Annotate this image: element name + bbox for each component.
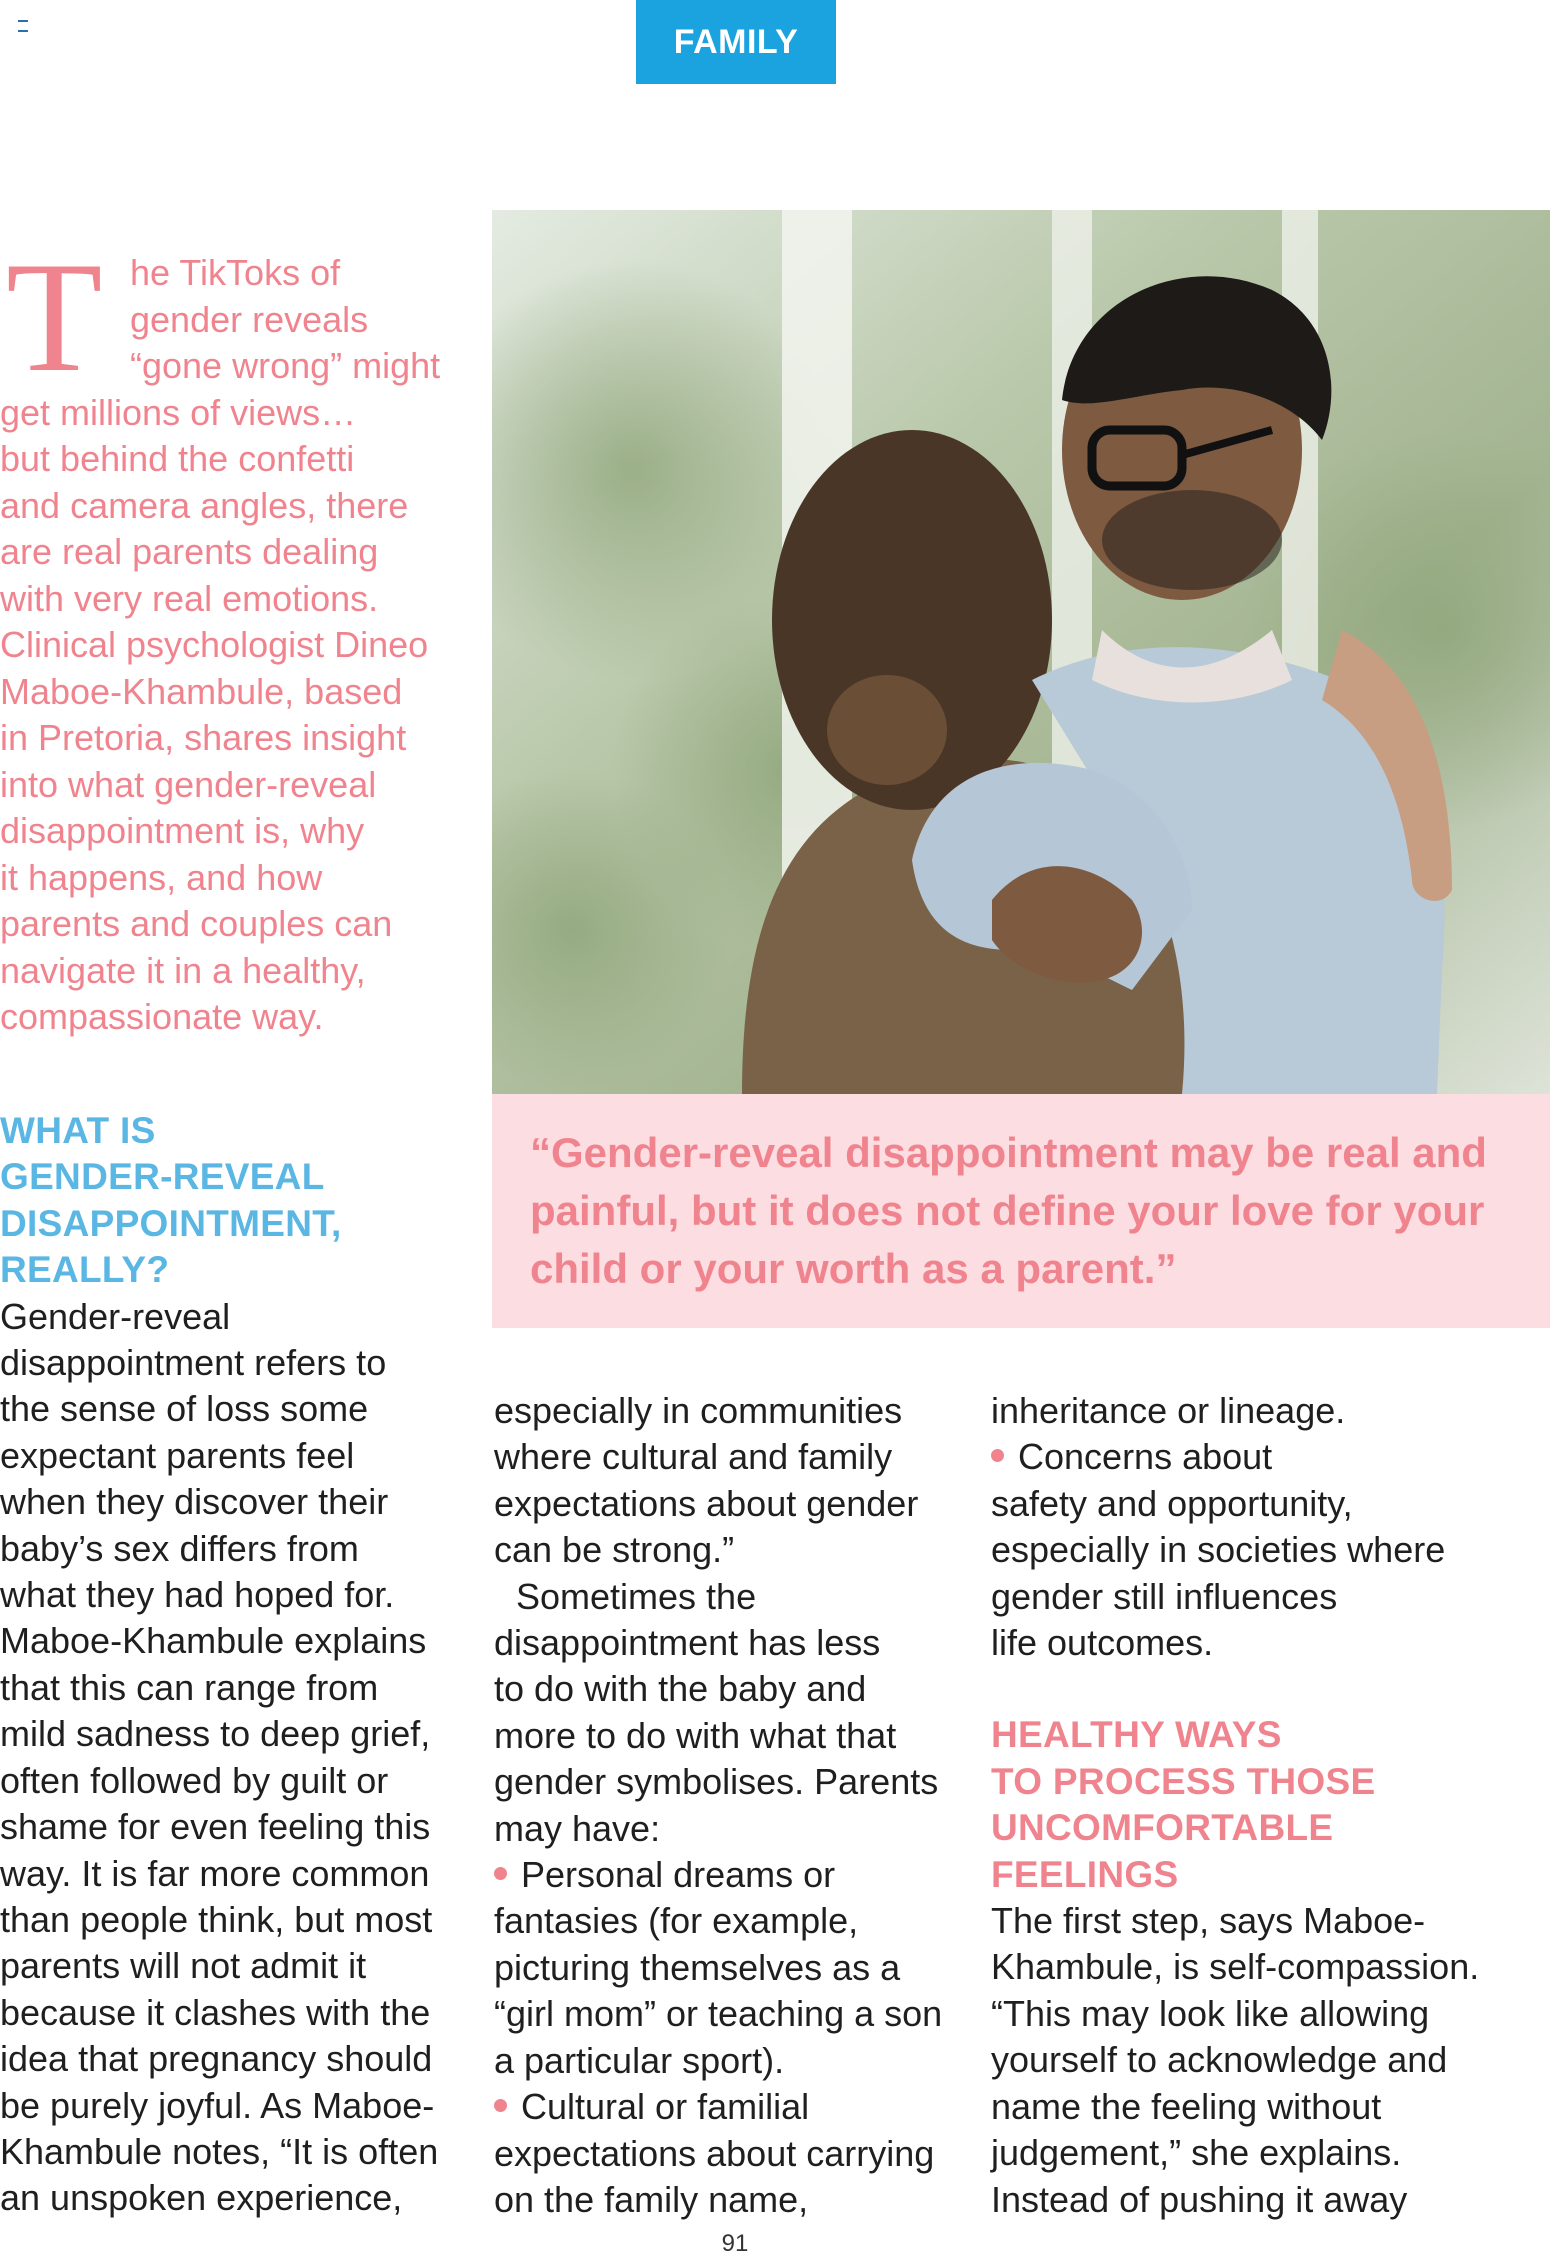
line-text: REALLY? xyxy=(0,1249,170,1291)
text-line xyxy=(0,669,450,716)
line-text: can be strong.” xyxy=(494,1529,735,1571)
line-text: when they discover their xyxy=(0,1481,389,1523)
line-text: it happens, and how xyxy=(0,856,323,898)
line-text: WHAT IS xyxy=(0,1110,156,1151)
text-line xyxy=(530,1240,1510,1298)
line-text: get millions of views… xyxy=(0,391,357,433)
line-text: compassionate way. xyxy=(0,996,324,1037)
text-line xyxy=(991,1759,1511,1805)
text-line xyxy=(494,2038,964,2084)
text-line xyxy=(991,1898,1511,1944)
line-text: especially in communities xyxy=(494,1390,903,1431)
line-text: expectations about carrying xyxy=(494,2132,935,2174)
text-line xyxy=(0,1201,460,1247)
text-line xyxy=(0,1294,460,1340)
text-line xyxy=(0,1758,460,1804)
text-line xyxy=(0,1247,460,1293)
line-text: picturing themselves as a xyxy=(494,1946,901,1988)
line-text: “This may look like allowing xyxy=(991,1992,1430,2034)
line-text: often followed by guilt or xyxy=(0,1759,389,1801)
line-text: the sense of loss some xyxy=(0,1388,369,1430)
line-text: mild sadness to deep grief, xyxy=(0,1713,431,1755)
text-line xyxy=(991,1527,1511,1573)
line-text: inheritance or lineage. xyxy=(991,1390,1346,1431)
text-line xyxy=(991,1434,1511,1480)
line-text: gender reveals xyxy=(130,298,369,340)
text-line xyxy=(991,2177,1511,2223)
text-line xyxy=(991,2130,1511,2176)
column-3 xyxy=(991,1388,1511,2223)
line-text: disappointment has less xyxy=(494,1622,881,1664)
line-text: Personal dreams or xyxy=(521,1854,836,1896)
bullet-dot-icon xyxy=(494,2099,507,2112)
line-text: child or your worth as a parent.” xyxy=(530,1245,1177,1292)
line-text: painful, but it does not define your love for your xyxy=(530,1187,1485,1234)
line-text: what they had hoped for. xyxy=(0,1574,395,1616)
line-text: especially in societies where xyxy=(991,1529,1446,1571)
text-line xyxy=(494,1388,964,1434)
line-text: to do with the baby and xyxy=(494,1668,867,1710)
hug-photo xyxy=(492,210,1550,1094)
bullet-cultural-expectations xyxy=(494,2084,964,2223)
text-line xyxy=(991,1944,1511,1990)
text-line xyxy=(494,1898,964,1944)
line-text: UNCOMFORTABLE xyxy=(991,1807,1334,1849)
text-line xyxy=(0,948,450,995)
line-text: FEELINGS xyxy=(991,1853,1179,1895)
column-1-body xyxy=(0,1294,460,2222)
text-line xyxy=(0,436,450,483)
text-line xyxy=(0,1572,460,1618)
line-text: parents and couples can xyxy=(0,903,393,944)
text-line xyxy=(494,1852,964,1898)
line-text: DISAPPOINTMENT, xyxy=(0,1202,342,1244)
line-text: Gender-reveal xyxy=(0,1295,231,1337)
text-line xyxy=(0,622,450,669)
text-line xyxy=(0,1154,460,1200)
line-text: a particular sport). xyxy=(494,2039,785,2081)
line-text: but behind the confetti xyxy=(0,438,355,479)
bullet-personal-dreams xyxy=(494,1852,964,2084)
line-text: GENDER-REVEAL xyxy=(0,1156,325,1198)
line-text: more to do with what that xyxy=(494,1714,897,1756)
column-3-body-b xyxy=(991,1898,1511,2223)
text-line xyxy=(991,2037,1511,2083)
text-line xyxy=(0,855,450,902)
text-line xyxy=(0,483,450,530)
text-line xyxy=(0,1526,460,1572)
text-line xyxy=(991,1991,1511,2037)
text-line xyxy=(0,1386,460,1432)
line-text: gender symbolises. Parents xyxy=(494,1761,939,1803)
column-1 xyxy=(0,1108,460,2222)
text-line xyxy=(0,1804,460,1850)
line-text: way. It is far more common xyxy=(0,1852,430,1894)
line-text: with very real emotions. xyxy=(0,577,379,619)
line-text: and camera angles, there xyxy=(0,484,409,526)
section-heading-what-is xyxy=(0,1108,460,1294)
pull-quote-lines xyxy=(530,1124,1510,1298)
section-heading-healthy-ways xyxy=(991,1712,1511,1898)
text-line xyxy=(0,529,450,576)
line-text: on the family name, xyxy=(494,2178,809,2220)
line-text: Concerns about xyxy=(1018,1436,1273,1478)
text-line xyxy=(0,1340,460,1386)
bullet-safety-concerns xyxy=(991,1434,1511,1666)
text-line xyxy=(0,762,450,809)
line-text: gender still influences xyxy=(991,1575,1338,1617)
line-text: Cultural or familial xyxy=(521,2086,810,2128)
line-text: an unspoken experience, xyxy=(0,2177,403,2219)
line-text: Maboe-Khambule, based xyxy=(0,670,403,712)
text-line xyxy=(494,2131,964,2177)
corner-mark xyxy=(18,20,28,32)
line-text: because it clashes with the xyxy=(0,1991,431,2033)
column-2-body-a xyxy=(494,1388,964,1574)
line-text: that this can range from xyxy=(0,1666,379,1708)
text-line xyxy=(494,1481,964,1527)
line-text: than people think, but most xyxy=(0,1898,433,1940)
text-line xyxy=(494,1991,964,2037)
text-line xyxy=(991,1574,1511,1620)
text-line xyxy=(530,1182,1510,1240)
line-text: TO PROCESS THOSE xyxy=(991,1760,1376,1802)
text-line xyxy=(991,1805,1511,1851)
text-line xyxy=(0,390,450,437)
text-line xyxy=(494,1434,964,1480)
line-text: baby’s sex differs from xyxy=(0,1527,359,1569)
line-text: Clinical psychologist Dineo xyxy=(0,624,429,665)
text-line xyxy=(0,1618,460,1664)
text-line xyxy=(991,1712,1511,1758)
intro-paragraph xyxy=(0,230,450,1041)
line-text: life outcomes. xyxy=(991,1622,1214,1664)
text-line xyxy=(0,1479,460,1525)
line-text: Instead of pushing it away xyxy=(991,2178,1408,2220)
line-text: shame for even feeling this xyxy=(0,1806,431,1848)
text-line xyxy=(0,1433,460,1479)
text-line xyxy=(0,1897,460,1943)
text-line xyxy=(494,2177,964,2223)
line-text: he TikToks of xyxy=(130,252,341,293)
line-text: be purely joyful. As Maboe- xyxy=(0,2084,435,2126)
line-text: where cultural and family xyxy=(494,1436,893,1478)
line-text: Khambule, is self-compassion. xyxy=(991,1946,1480,1988)
text-line xyxy=(991,2084,1511,2130)
text-line xyxy=(494,1527,964,1573)
column-3-body-a xyxy=(991,1388,1511,1434)
line-text: “girl mom” or teaching a son xyxy=(494,1993,943,2035)
text-line xyxy=(494,1620,964,1666)
bullet-dot-icon xyxy=(991,1449,1004,1462)
line-text: The first step, says Maboe- xyxy=(991,1900,1426,1942)
line-text: expectations about gender xyxy=(494,1482,919,1524)
text-line xyxy=(0,2175,460,2221)
line-text: idea that pregnancy should xyxy=(0,2038,433,2080)
line-text: yourself to acknowledge and xyxy=(991,2039,1448,2081)
column-2 xyxy=(494,1388,964,2223)
line-text: in Pretoria, shares insight xyxy=(0,717,407,758)
page-number: 91 xyxy=(721,2230,749,2257)
line-text: into what gender-reveal xyxy=(0,763,377,805)
text-line xyxy=(0,808,450,855)
text-line xyxy=(0,1990,460,2036)
text-line xyxy=(494,1945,964,1991)
text-line xyxy=(0,2129,460,2175)
line-text: Sometimes the xyxy=(516,1575,757,1617)
line-text: name the feeling without xyxy=(991,2085,1382,2127)
text-line xyxy=(991,1852,1511,1898)
column-2-body-b xyxy=(494,1574,964,1852)
line-text: fantasies (for example, xyxy=(494,1900,859,1942)
drop-cap: T xyxy=(6,230,103,405)
line-text: expectant parents feel xyxy=(0,1434,355,1476)
section-tab: FAMILY xyxy=(636,0,836,84)
line-text: navigate it in a healthy, xyxy=(0,949,366,991)
text-line xyxy=(991,1620,1511,1666)
text-line xyxy=(494,2084,964,2130)
line-text: Khambule notes, “It is often xyxy=(0,2130,439,2172)
text-line xyxy=(0,994,450,1041)
line-text: disappointment is, why xyxy=(0,810,365,851)
line-text: Maboe-Khambule explains xyxy=(0,1620,427,1662)
text-line xyxy=(0,2083,460,2129)
text-line xyxy=(0,576,450,623)
text-line xyxy=(494,1713,964,1759)
text-line xyxy=(530,1124,1510,1182)
line-text: may have: xyxy=(494,1807,661,1849)
text-line xyxy=(494,1574,964,1620)
line-text: are real parents dealing xyxy=(0,531,379,572)
text-line xyxy=(991,1388,1511,1434)
text-line xyxy=(494,1759,964,1805)
text-line xyxy=(494,1806,964,1852)
text-line xyxy=(0,2036,460,2082)
pull-quote xyxy=(492,1094,1550,1328)
text-line xyxy=(0,1711,460,1757)
line-text: safety and opportunity, xyxy=(991,1482,1353,1524)
hug-illustration xyxy=(492,210,1550,1094)
line-text: HEALTHY WAYS xyxy=(991,1714,1282,1756)
text-line xyxy=(0,1851,460,1897)
line-text: disappointment refers to xyxy=(0,1342,387,1384)
text-line xyxy=(0,1943,460,1989)
text-line xyxy=(494,1666,964,1712)
text-line xyxy=(0,715,450,762)
line-text: parents will not admit it xyxy=(0,1945,367,1987)
text-line xyxy=(0,1665,460,1711)
text-line xyxy=(991,1481,1511,1527)
line-text: “Gender-reveal disappointment may be real and xyxy=(530,1129,1487,1176)
line-text: judgement,” she explains. xyxy=(991,2132,1402,2174)
bullet-dot-icon xyxy=(494,1867,507,1880)
text-line xyxy=(0,1108,460,1154)
text-line xyxy=(0,901,450,948)
line-text: “gone wrong” might xyxy=(130,345,441,386)
